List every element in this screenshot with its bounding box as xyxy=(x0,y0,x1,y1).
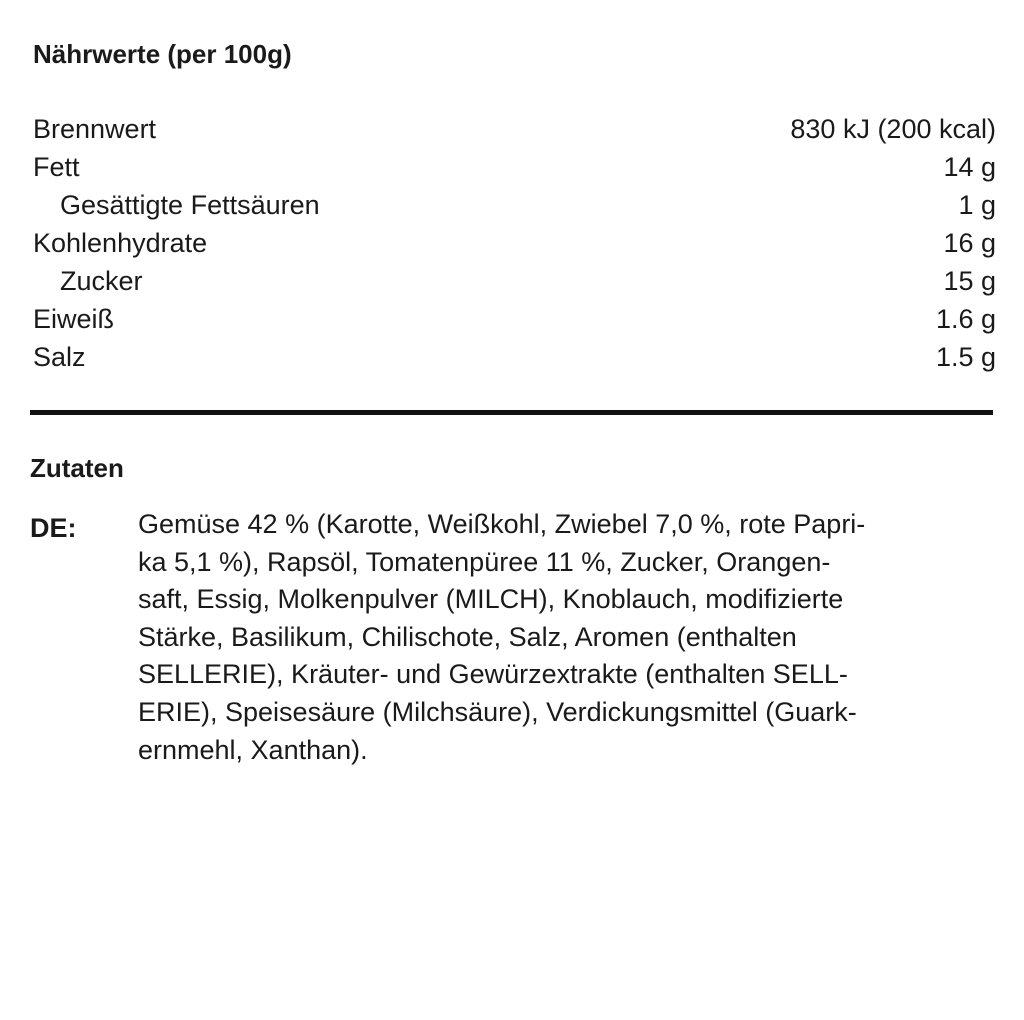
ingredients-text xyxy=(138,506,998,769)
nutrition-value: 16 g xyxy=(943,228,996,258)
nutrition-label: Eiweiß xyxy=(33,304,115,334)
nutrition-value: 1.5 g xyxy=(935,342,996,372)
ingredients-line: SELLERIE), Kräuter- und Gewürzextrakte (enthalten SELL- xyxy=(138,659,848,690)
nutrition-value: 14 g xyxy=(943,152,996,182)
nutrition-row-saturated-fat xyxy=(33,186,996,224)
nutrition-row-protein xyxy=(33,300,996,338)
nutrition-label: Kohlenhydrate xyxy=(33,228,208,258)
nutrition-label: Salz xyxy=(33,342,86,372)
nutrition-table xyxy=(33,110,996,376)
ingredients-line: saft, Essig, Molkenpulver (MILCH), Knoblauch, modifizierte xyxy=(138,584,844,615)
nutrition-row-fat xyxy=(33,148,996,186)
nutrition-value: 830 kJ (200 kcal) xyxy=(790,114,996,144)
nutrition-value: 1 g xyxy=(958,190,996,220)
ingredients-line: ERIE), Speisesäure (Milchsäure), Verdickungsmittel (Guark- xyxy=(138,696,857,727)
language-code: DE: xyxy=(30,513,77,543)
nutrition-row-energy xyxy=(33,110,996,148)
nutrition-value: 15 g xyxy=(943,266,996,296)
nutrition-label: Brennwert xyxy=(33,114,157,144)
ingredients-line: ka 5,1 %), Rapsöl, Tomatenpüree 11 %, Zucker, Orangen- xyxy=(138,546,831,577)
ingredients-title: Zutaten xyxy=(30,453,124,483)
nutrition-row-carbohydrates xyxy=(33,224,996,262)
nutrition-label: Gesättigte Fettsäuren xyxy=(60,190,320,220)
nutrition-label: Zucker xyxy=(60,266,143,296)
ingredients-line: Gemüse 42 % (Karotte, Weißkohl, Zwiebel 7,0 %, rote Papri- xyxy=(138,509,866,539)
ingredients-line: Stärke, Basilikum, Chilischote, Salz, Aromen (enthalten xyxy=(138,621,797,652)
nutrition-row-sugar xyxy=(33,262,996,300)
nutrition-title: Nährwerte (per 100g) xyxy=(33,39,292,69)
ingredients-line: ernmehl, Xanthan). xyxy=(138,734,368,765)
nutrition-value: 1.6 g xyxy=(935,304,996,334)
nutrition-label: Fett xyxy=(33,152,80,182)
nutrition-row-salt xyxy=(33,338,996,376)
section-divider xyxy=(30,410,993,415)
